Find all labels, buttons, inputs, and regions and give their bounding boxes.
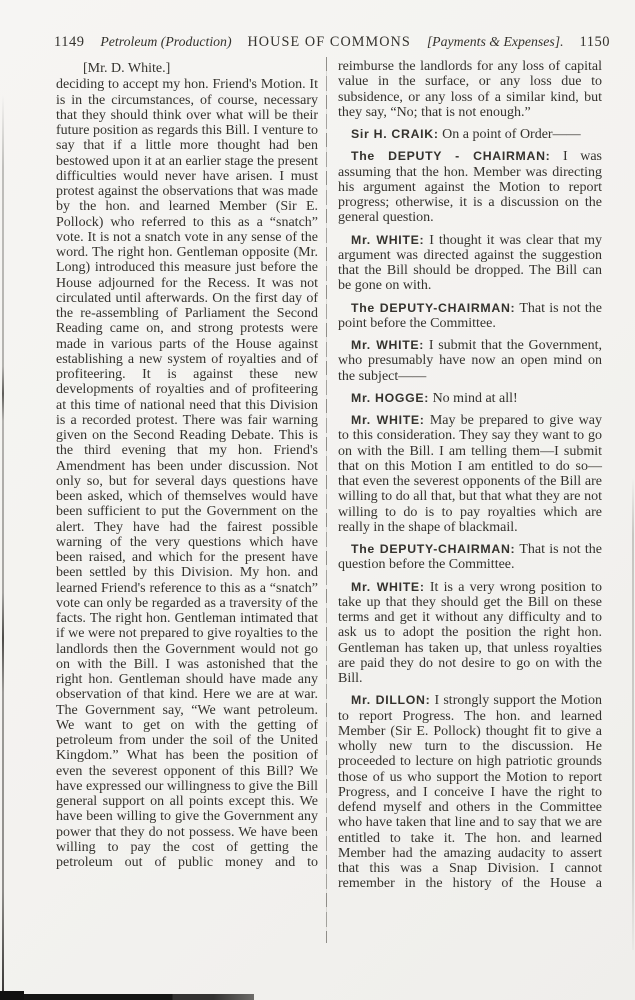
speech-paragraph [338, 391, 602, 406]
speaker-name: Sir H. CRAIK: [351, 127, 439, 141]
speaker-name: Mr. WHITE: [351, 232, 425, 247]
speaker-name: Mr. WHITE: [351, 338, 425, 352]
speech-paragraph [338, 149, 602, 225]
scan-edge-line-right [632, 478, 634, 950]
speech-text: It is a very wrong position to take up that they should get the Bill on these terms and get it without any difficulty and to ask us to adopt the position the right hon. Gentleman has taken up, that unless royalties are paid they do not desire to go on with the Bill. [338, 579, 602, 686]
speech-paragraph [338, 580, 602, 687]
speech-paragraph [56, 77, 318, 870]
speaker-name: Mr. DILLON: [351, 693, 431, 708]
speech-text: I thought it was clear that my argument was directed against the suggestion that the Bill should be dropped. The Bill can be gone on with. [338, 232, 603, 294]
right-column [338, 59, 602, 892]
column-number-right: 1150 [579, 34, 610, 50]
speech-text: On a point of Order—— [442, 127, 581, 142]
scan-artifact-bottom-bar [0, 994, 254, 1000]
speech-text: No mind at all! [432, 390, 518, 406]
continuation-speaker-header: [Mr. D. White.] [83, 61, 171, 76]
page-header [54, 34, 610, 51]
speech-paragraph [338, 693, 602, 891]
speaker-name: Mr. HOGGE: [351, 390, 430, 405]
speaker-name: The DEPUTY-CHAIRMAN: [351, 542, 516, 556]
speech-paragraph [338, 127, 602, 142]
speaker-name: The DEPUTY-CHAIRMAN: [351, 300, 516, 315]
speech-text: deciding to accept my hon. Friend's Motion. It is in the circumstances, of course, necessary that they should think over what will be their future position as regards this Bill. I venture to say that if a little more thought had ben bestowed upon it at an earlier stage the present difficulties would never have arisen. I must protest against the observations that was made by the hon. and learned Member (Sir E. Pollock) who referred to this as a “snatch” vote. It is not a snatch vote in any sense of the word. The right hon. Gentleman opposite (Mr. Long) introduced this measure just before the House adjourned for the Recess. It was not circulated until afterwards. On the first day of the re-assembling of Parliament the Second Reading came on, and strong protests were made in various parts of the House against establishing a new system of royalties and of profiteering. It is against these new developments of royalties and of profiteering at this time of national need that this Division is a recorded protest. There was fair warning given on the Second Reading Debate. This is the third evening that my hon. Friend's Amendment has been under discussion. Not only so, but for several days questions have been asked, which of themselves would have been sufficient to put the Government on the alert. They have had the fairest possible warning of the very questions which have been raised, and which for the present have been settled by this Division. My hon. and learned Friend's reference to this as a “snatch” vote can only be regarded as a traversity of the facts. The right hon. Gentleman intimated that if we were not prepared to give royalties to the landlords then the Government would not go on with the Bill. I was astonished that the right hon. Gentleman should have made any observation of that kind. Here we are at war. The Government say, “We want petroleum. We want to get on with the getting of petroleum from under the soil of the United Kingdom.” What has been the position of even the severest opponent of this Bill? We have expressed our willingness to give the Bill general support on all points except this. We have been willing to give the Government any power that they do not possess. We have been willing to pay the cost of getting the petroleum out of public money and to [56, 77, 319, 870]
scan-edge-line-left [2, 95, 4, 1000]
speech-paragraph [338, 338, 602, 384]
speaker-name: Mr. WHITE: [351, 413, 425, 427]
running-title-left: Petroleum (Production) [100, 34, 232, 49]
running-title-right: [Payments & Expenses]. [426, 34, 564, 49]
speaker-name: The DEPUTY - CHAIRMAN: [351, 149, 551, 164]
speech-text: I was assuming that the hon. Member was directing his argument against the Motion to report progress; otherwise, it is a discussion on the general question. [338, 149, 603, 226]
page-title: HOUSE OF COMMONS [247, 34, 411, 50]
left-column [56, 61, 318, 870]
speech-paragraph [338, 301, 602, 332]
speech-text: That is not the point before the Committee. [338, 300, 602, 331]
speech-paragraph [338, 59, 602, 120]
scan-artifact-bottom-corner [0, 991, 24, 1000]
speech-text: May be prepared to give way to this consideration. They say they want to go on with the Bill. I am telling them—I submit that on this Motion I am entitled to do so—that even the severest opponents of the Bill are willing to do all that, but that what they are not willing to do is to pay royalties which are really in the shape of blackmail. [338, 413, 602, 535]
speech-text: I submit that the Government, who presumably have now an open mind on the subject—— [338, 338, 603, 384]
column-divider [326, 57, 327, 943]
column-number-left: 1149 [54, 34, 85, 50]
speech-text: I strongly support the Motion to report Progress. The hon. and learned Member (Sir E. Pollock) thought fit to give a wholly new turn to the discussion. He proceeded to lecture on high patriotic grounds those of us who support the Motion to report Progress, and I conceive I have the right to defend myself and others in the Committee who have taken that line and to say that we are entitled to take it. The hon. and learned Member had the amazing audacity to assert that this was a Snap Division. I cannot remember in the history of the House a [338, 693, 603, 892]
speaker-name: Mr. WHITE: [351, 579, 425, 594]
speech-text: That is not the question before the Committee. [338, 542, 602, 573]
speech-paragraph [338, 413, 602, 535]
speech-paragraph [338, 233, 602, 294]
speech-text: reimburse the landlords for any loss of capital value in the surface, or any loss due to subsidence, or any loss of a similar kind, but they say, “No; that is not enough.” [338, 59, 602, 120]
speech-paragraph [338, 542, 602, 573]
